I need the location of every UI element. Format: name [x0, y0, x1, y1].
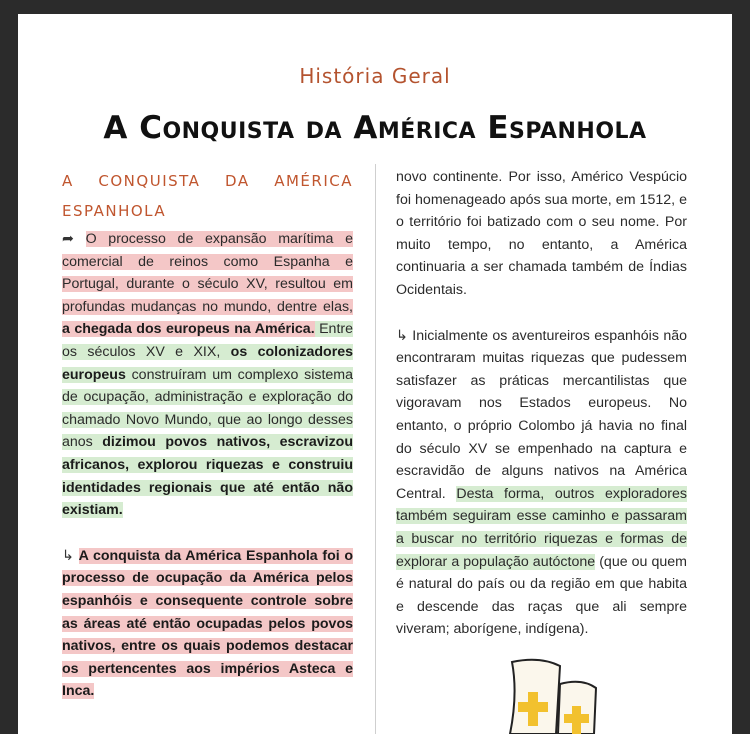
page-subtitle: História Geral — [299, 64, 451, 88]
highlight-red-bold-paragraph: A conquista da América Espanhola foi o processo de ocupação da América pelos espanhóis e consequente controle sobre as áreas até então ocupadas pelos povos nativos, entre os quais podemos destacar os pertencentes aos impérios Asteca e Inca. — [62, 547, 353, 700]
corner-arrow-icon: ↳ — [396, 327, 408, 344]
highlight-green-text: Entre os séculos XV e XIX, — [62, 321, 353, 360]
column-divider — [375, 164, 376, 734]
section-heading: A CONQUISTA DA AMÉRICA ESPANHOLA — [62, 172, 353, 220]
highlight-red-bold: a chegada dos europeus na América. — [62, 321, 315, 338]
paragraph-intro — [62, 228, 353, 522]
paragraph-adventurers — [396, 325, 687, 641]
arrow-right-icon: ➦ — [62, 231, 74, 247]
document-page — [18, 14, 732, 734]
right-column — [396, 166, 687, 641]
highlight-green-text-2: construíram um complexo sistema de ocupação, administração e exploração do chamado Novo Mundo, que ao longo desses anos — [62, 366, 353, 451]
paragraph-tail-text: (que ou quem é natural do país ou da região em que habita e descende das raças que ali sempre viveram; aborígene, indígena). — [396, 553, 687, 638]
left-column — [62, 166, 353, 703]
highlight-green-bold: os colonizadores europeus — [62, 343, 353, 383]
corner-arrow-icon: ↳ — [62, 547, 74, 564]
highlight-green-bold-2: dizimou povos nativos, escravizou africanos, explorou riquezas e construiu identidades regionais que até então não existiam. — [62, 434, 353, 519]
highlight-red-text: O processo de expansão marítima e comercial de reinos como Espanha e Portugal, durante o século XV, resultou em profundas mudanças no mundo, dentre elas, — [62, 231, 353, 315]
paragraph-plain-text: Inicialmente os aventureiros espanhóis não encontraram muitas riquezas que pudessem satisfazer as práticas mercantilistas que vigoravam nos Estados europeus. No entanto, o próprio Colombo já havia no final do século XV se empenhado na captura e escravidão de alguns nativos na América Central. — [396, 327, 687, 502]
highlight-green-text-right: Desta forma, outros exploradores também seguiram esse caminho e passaram a buscar no território riquezas e formas de explorar a população autóctone — [396, 485, 687, 570]
paragraph-conquest — [62, 545, 353, 703]
page-title: A Conquista da América Espanhola — [103, 110, 647, 146]
ship-sails-icon — [490, 654, 620, 734]
paragraph-vespucio: novo continente. Por isso, Américo Vespúcio foi homenageado após sua morte, em 1512, e o território foi batizado com o seu nome. Por muito tempo, no entanto, a América continuaria a ser chamada também de Índias Ocidentais. — [396, 169, 687, 298]
